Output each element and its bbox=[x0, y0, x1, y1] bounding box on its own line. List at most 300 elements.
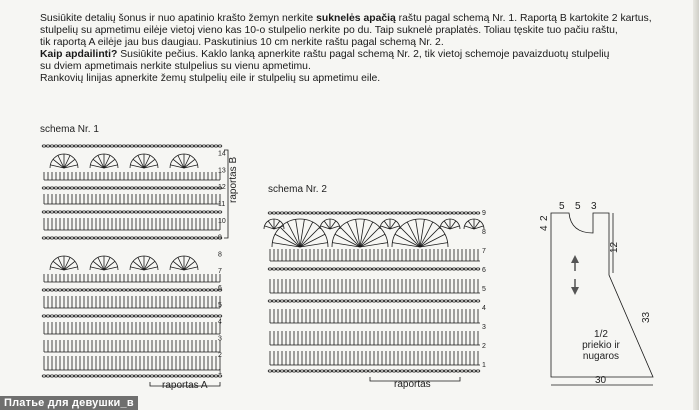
chain bbox=[416, 212, 420, 214]
chain bbox=[114, 145, 118, 147]
chain bbox=[50, 375, 54, 377]
chain bbox=[296, 212, 300, 214]
chain bbox=[468, 300, 472, 302]
schema1-fan bbox=[50, 154, 78, 168]
chain bbox=[456, 300, 460, 302]
chain bbox=[308, 268, 312, 270]
chain bbox=[94, 375, 98, 377]
chain bbox=[146, 237, 150, 239]
chain bbox=[194, 211, 198, 213]
chain bbox=[90, 289, 94, 291]
chain bbox=[444, 370, 448, 372]
chain bbox=[396, 300, 400, 302]
chain bbox=[296, 300, 300, 302]
chain bbox=[94, 237, 98, 239]
chain bbox=[198, 375, 202, 377]
garment-pattern bbox=[535, 195, 670, 395]
chain bbox=[388, 212, 392, 214]
chain bbox=[352, 268, 356, 270]
chain bbox=[332, 268, 336, 270]
chain bbox=[170, 375, 174, 377]
chain bbox=[42, 375, 46, 377]
chain bbox=[134, 237, 138, 239]
chain bbox=[162, 289, 166, 291]
chain bbox=[464, 300, 468, 302]
chain bbox=[98, 375, 102, 377]
schema2-row-number: 1 bbox=[482, 362, 486, 369]
chain bbox=[162, 145, 166, 147]
chain bbox=[46, 211, 50, 213]
chain bbox=[98, 187, 102, 189]
chain bbox=[436, 300, 440, 302]
chain bbox=[408, 370, 412, 372]
chain bbox=[360, 268, 364, 270]
chain bbox=[90, 375, 94, 377]
chain bbox=[448, 268, 452, 270]
chain bbox=[106, 211, 110, 213]
chain bbox=[54, 211, 58, 213]
chain bbox=[452, 300, 456, 302]
chain bbox=[308, 212, 312, 214]
chain bbox=[86, 289, 90, 291]
chain bbox=[404, 370, 408, 372]
chain bbox=[158, 211, 162, 213]
chain bbox=[364, 268, 368, 270]
chain bbox=[158, 375, 162, 377]
chain bbox=[214, 211, 218, 213]
chain bbox=[58, 237, 62, 239]
chain bbox=[300, 370, 304, 372]
chain bbox=[288, 370, 292, 372]
chain bbox=[54, 187, 58, 189]
schema1-stitch-row bbox=[44, 296, 220, 308]
chain bbox=[380, 268, 384, 270]
chain bbox=[206, 289, 210, 291]
chain bbox=[292, 300, 296, 302]
chain bbox=[62, 315, 66, 317]
pattern-label: nugaros bbox=[582, 351, 620, 362]
schema1-chain-row bbox=[42, 237, 222, 239]
chain bbox=[464, 212, 468, 214]
chain bbox=[158, 145, 162, 147]
chain bbox=[316, 212, 320, 214]
chain bbox=[206, 237, 210, 239]
chain bbox=[122, 211, 126, 213]
chain bbox=[396, 212, 400, 214]
chain bbox=[356, 212, 360, 214]
chain bbox=[102, 145, 106, 147]
chain bbox=[58, 315, 62, 317]
chain bbox=[90, 145, 94, 147]
chain bbox=[62, 289, 66, 291]
chain bbox=[154, 145, 158, 147]
chain bbox=[158, 237, 162, 239]
chain bbox=[114, 375, 118, 377]
chain bbox=[166, 375, 170, 377]
chain bbox=[138, 145, 142, 147]
chain bbox=[420, 370, 424, 372]
chain bbox=[416, 268, 420, 270]
chain bbox=[392, 212, 396, 214]
chain bbox=[432, 370, 436, 372]
chain bbox=[304, 300, 308, 302]
chain bbox=[206, 375, 210, 377]
chain bbox=[66, 289, 70, 291]
chain bbox=[198, 315, 202, 317]
schema1-row-number: 12 bbox=[218, 184, 226, 192]
chain bbox=[202, 211, 206, 213]
chain bbox=[114, 211, 118, 213]
chain bbox=[468, 212, 472, 214]
chain bbox=[460, 370, 464, 372]
chain bbox=[134, 145, 138, 147]
chain bbox=[106, 145, 110, 147]
fan-stitch bbox=[64, 155, 70, 168]
chain bbox=[272, 212, 276, 214]
chain bbox=[198, 211, 202, 213]
chain bbox=[110, 315, 114, 317]
chain bbox=[142, 315, 146, 317]
chain bbox=[284, 212, 288, 214]
chain bbox=[122, 375, 126, 377]
chain bbox=[142, 237, 146, 239]
chain bbox=[360, 212, 364, 214]
chain bbox=[46, 237, 50, 239]
chain bbox=[202, 289, 206, 291]
fan-stitch bbox=[98, 257, 104, 270]
chain bbox=[82, 289, 86, 291]
chain bbox=[74, 187, 78, 189]
schema2-small-fan bbox=[380, 219, 400, 229]
chain bbox=[174, 211, 178, 213]
chain bbox=[122, 187, 126, 189]
chain bbox=[174, 315, 178, 317]
chain bbox=[62, 375, 66, 377]
chain bbox=[436, 370, 440, 372]
chain bbox=[70, 145, 74, 147]
chain bbox=[328, 268, 332, 270]
pattern-side-dim: 4 bbox=[539, 225, 550, 231]
chain bbox=[86, 237, 90, 239]
chain bbox=[440, 212, 444, 214]
chain bbox=[372, 268, 376, 270]
schema2-diagram bbox=[260, 195, 500, 400]
chain bbox=[206, 315, 210, 317]
chain bbox=[74, 145, 78, 147]
chain bbox=[114, 289, 118, 291]
chain bbox=[284, 268, 288, 270]
chain bbox=[154, 187, 158, 189]
chain bbox=[118, 211, 122, 213]
schema1-row-number: 4 bbox=[218, 318, 222, 326]
chain bbox=[472, 268, 476, 270]
chain bbox=[288, 300, 292, 302]
chain bbox=[456, 268, 460, 270]
chain bbox=[194, 375, 198, 377]
chain bbox=[70, 237, 74, 239]
chain bbox=[166, 187, 170, 189]
chain bbox=[110, 145, 114, 147]
chain bbox=[142, 211, 146, 213]
chain bbox=[308, 300, 312, 302]
chain bbox=[150, 289, 154, 291]
schema1-row-number: 9 bbox=[218, 234, 222, 242]
chain bbox=[316, 300, 320, 302]
chain bbox=[296, 370, 300, 372]
chain bbox=[280, 268, 284, 270]
chain bbox=[344, 370, 348, 372]
chain bbox=[472, 212, 476, 214]
chain bbox=[372, 212, 376, 214]
chain bbox=[182, 289, 186, 291]
fan-stitch bbox=[138, 155, 144, 168]
chain bbox=[190, 145, 194, 147]
schema1-row-number: 11 bbox=[218, 201, 226, 208]
chain bbox=[142, 187, 146, 189]
chain bbox=[134, 375, 138, 377]
chain bbox=[182, 237, 186, 239]
chain bbox=[142, 145, 146, 147]
chain bbox=[348, 268, 352, 270]
chain bbox=[452, 268, 456, 270]
chain bbox=[468, 268, 472, 270]
schema1-row-number: 10 bbox=[218, 217, 226, 225]
chain bbox=[360, 300, 364, 302]
chain bbox=[130, 145, 134, 147]
page-edge bbox=[693, 0, 699, 410]
schema2-stitch-row bbox=[270, 279, 480, 293]
chain bbox=[380, 300, 384, 302]
chain bbox=[178, 289, 182, 291]
instruction-line: Rankovių linijas apnerkite žemų stulpelių eile ir stulpelių su apmetimu eile. bbox=[40, 73, 381, 85]
chain bbox=[166, 289, 170, 291]
chain bbox=[146, 211, 150, 213]
chain bbox=[146, 315, 150, 317]
chain bbox=[130, 289, 134, 291]
chain bbox=[368, 212, 372, 214]
chain bbox=[94, 289, 98, 291]
chain bbox=[276, 300, 280, 302]
chain bbox=[332, 212, 336, 214]
schema1-chain-row bbox=[42, 289, 222, 291]
chain bbox=[86, 315, 90, 317]
chain bbox=[42, 237, 46, 239]
schema1-row-number: 6 bbox=[218, 285, 222, 292]
chain bbox=[380, 212, 384, 214]
chain bbox=[268, 212, 272, 214]
chain bbox=[420, 300, 424, 302]
schema1-row-number: 5 bbox=[218, 301, 222, 309]
chain bbox=[178, 237, 182, 239]
chain bbox=[388, 300, 392, 302]
chain bbox=[54, 145, 58, 147]
chain bbox=[456, 212, 460, 214]
chain bbox=[118, 289, 122, 291]
schema1-fan bbox=[130, 154, 158, 168]
chain bbox=[276, 370, 280, 372]
chain bbox=[312, 212, 316, 214]
chain bbox=[420, 268, 424, 270]
chain bbox=[110, 289, 114, 291]
fan-stitch bbox=[58, 257, 64, 270]
chain bbox=[300, 268, 304, 270]
chain bbox=[284, 300, 288, 302]
chain bbox=[62, 211, 66, 213]
footer-caption: Платье для девушки_в bbox=[0, 396, 138, 410]
chain bbox=[82, 187, 86, 189]
chain bbox=[300, 212, 304, 214]
chain bbox=[186, 211, 190, 213]
chain bbox=[54, 315, 58, 317]
schema2-chain-row bbox=[268, 212, 480, 214]
schema1-stitch-row bbox=[44, 274, 220, 282]
chain bbox=[364, 212, 368, 214]
chain bbox=[138, 211, 142, 213]
chain bbox=[70, 211, 74, 213]
chain bbox=[74, 237, 78, 239]
chain bbox=[170, 145, 174, 147]
chain bbox=[166, 237, 170, 239]
chain bbox=[376, 300, 380, 302]
instruction-line: Susiūkite detalių šonus ir nuo apatinio krašto žemyn nerkite suknelės apačią raštu pagal schemą Nr. 1. Raportą B kartokite 2 kartus, bbox=[40, 13, 652, 24]
chain bbox=[74, 315, 78, 317]
chain bbox=[460, 212, 464, 214]
chain bbox=[182, 187, 186, 189]
chain bbox=[138, 315, 142, 317]
chain bbox=[428, 370, 432, 372]
chain bbox=[372, 370, 376, 372]
chain bbox=[118, 237, 122, 239]
chain bbox=[170, 211, 174, 213]
chain bbox=[86, 145, 90, 147]
chain bbox=[182, 375, 186, 377]
fan-stitch bbox=[58, 155, 64, 168]
chain bbox=[412, 212, 416, 214]
chain bbox=[134, 187, 138, 189]
chain bbox=[62, 145, 66, 147]
chain bbox=[284, 370, 288, 372]
chain bbox=[384, 268, 388, 270]
chain bbox=[268, 370, 272, 372]
chain bbox=[198, 145, 202, 147]
chain bbox=[308, 370, 312, 372]
chain bbox=[210, 237, 214, 239]
chain bbox=[420, 212, 424, 214]
chain bbox=[122, 315, 126, 317]
chain bbox=[82, 237, 86, 239]
schema1-fan bbox=[130, 256, 158, 270]
chain bbox=[66, 211, 70, 213]
schema2-row-number: 7 bbox=[482, 248, 486, 255]
chain bbox=[206, 145, 210, 147]
chain bbox=[42, 315, 46, 317]
chain bbox=[50, 187, 54, 189]
instructions-text bbox=[40, 13, 660, 86]
schema2-title: schema Nr. 2 bbox=[268, 184, 327, 195]
chain bbox=[332, 300, 336, 302]
schema1-chain-row bbox=[42, 315, 222, 317]
chain bbox=[432, 268, 436, 270]
chain bbox=[150, 315, 154, 317]
chain bbox=[50, 211, 54, 213]
schema2-chain-row bbox=[268, 370, 480, 372]
chain bbox=[452, 370, 456, 372]
chain bbox=[78, 315, 82, 317]
chain bbox=[400, 268, 404, 270]
chain bbox=[110, 187, 114, 189]
chain bbox=[106, 315, 110, 317]
chain bbox=[436, 268, 440, 270]
schema1-row-number: 14 bbox=[218, 150, 226, 158]
chain bbox=[98, 145, 102, 147]
chain bbox=[218, 315, 222, 317]
chain bbox=[372, 300, 376, 302]
chain bbox=[162, 211, 166, 213]
chain bbox=[448, 300, 452, 302]
chain bbox=[432, 300, 436, 302]
chain bbox=[174, 145, 178, 147]
chain bbox=[190, 315, 194, 317]
chain bbox=[138, 289, 142, 291]
chain bbox=[376, 212, 380, 214]
chain bbox=[190, 375, 194, 377]
chain bbox=[460, 268, 464, 270]
chain bbox=[448, 370, 452, 372]
chain bbox=[178, 145, 182, 147]
fan-stitch bbox=[98, 155, 104, 168]
schema2-small-fan bbox=[440, 219, 460, 229]
schema1-stitch-row bbox=[44, 340, 220, 352]
chain bbox=[102, 237, 106, 239]
schema1-repeat-a-label: raportas A bbox=[162, 380, 208, 391]
chain bbox=[70, 375, 74, 377]
chain bbox=[86, 187, 90, 189]
chain bbox=[74, 375, 78, 377]
chain bbox=[316, 370, 320, 372]
chain bbox=[218, 145, 222, 147]
chain bbox=[408, 300, 412, 302]
chain bbox=[352, 300, 356, 302]
chain bbox=[186, 315, 190, 317]
chain bbox=[82, 315, 86, 317]
chain bbox=[102, 375, 106, 377]
schema2-stitch-row bbox=[270, 309, 480, 323]
chain bbox=[476, 370, 480, 372]
chain bbox=[440, 370, 444, 372]
chain bbox=[134, 315, 138, 317]
chain bbox=[78, 211, 82, 213]
chain bbox=[268, 300, 272, 302]
chain bbox=[150, 211, 154, 213]
chain bbox=[86, 211, 90, 213]
chain bbox=[46, 145, 50, 147]
chain bbox=[194, 315, 198, 317]
fan-stitch bbox=[104, 155, 110, 168]
schema1-row-number: 3 bbox=[218, 335, 222, 343]
chain bbox=[198, 289, 202, 291]
chain bbox=[320, 300, 324, 302]
chain bbox=[78, 289, 82, 291]
chain bbox=[70, 187, 74, 189]
chain bbox=[288, 212, 292, 214]
chain bbox=[98, 315, 102, 317]
schema1-fan bbox=[90, 256, 118, 270]
chain bbox=[146, 145, 150, 147]
chain bbox=[182, 145, 186, 147]
chain bbox=[340, 268, 344, 270]
chain bbox=[400, 212, 404, 214]
chain bbox=[340, 370, 344, 372]
